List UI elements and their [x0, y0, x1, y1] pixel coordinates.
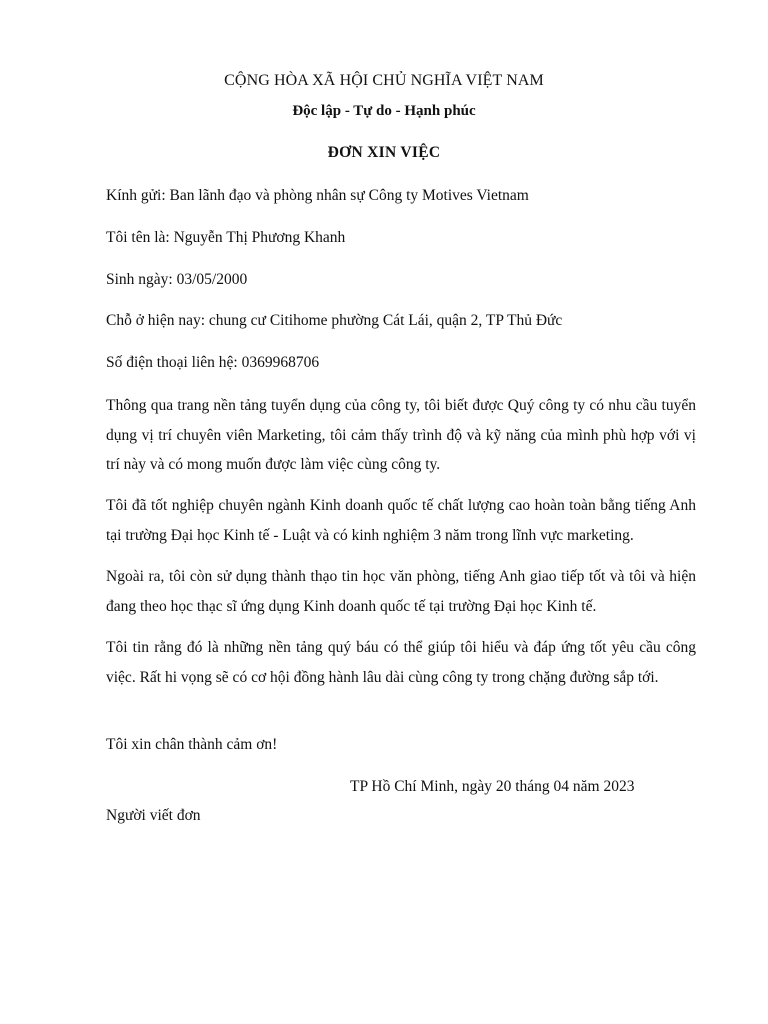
place-date-line: TP Hồ Chí Minh, ngày 20 tháng 04 năm 2023: [350, 778, 635, 795]
document-title: ĐƠN XIN VIỆC: [327, 144, 441, 161]
address-line: Chỗ ở hiện nay: chung cư Citihome phường Cát Lái, quận 2, TP Thủ Đức: [106, 312, 563, 329]
paragraph-education: Tôi đã tốt nghiệp chuyên ngành Kinh doanh quốc tế chất lượng cao hoàn toàn bằng tiếng Anh tại trường Đại học Kinh tế - Luật và có kinh nghiệm 3 năm trong lĩnh vực marketing.: [106, 497, 696, 544]
national-header: CỘNG HÒA XÃ HỘI CHỦ NGHĨA VIỆT NAM: [224, 72, 544, 89]
paragraph-skills: Ngoài ra, tôi còn sử dụng thành thạo tin học văn phòng, tiếng Anh giao tiếp tốt và tôi và hiện đang theo học thạc sĩ ứng dụng Kinh doanh quốc tế tại trường Đại học Kinh tế.: [106, 568, 696, 615]
signer-label: Người viết đơn: [106, 807, 201, 824]
national-motto: Độc lập - Tự do - Hạnh phúc: [292, 103, 476, 119]
name-line: Tôi tên là: Nguyễn Thị Phương Khanh: [106, 229, 346, 246]
birth-date-line: Sinh ngày: 03/05/2000: [106, 271, 248, 288]
recipient-line: Kính gửi: Ban lãnh đạo và phòng nhân sự Công ty Motives Vietnam: [106, 187, 529, 204]
paragraph-closing: Tôi tin rằng đó là những nền tảng quý báu có thể giúp tôi hiểu và đáp ứng tốt yêu cầu công việc. Rất hi vọng sẽ có cơ hội đồng hành lâu dài cùng công ty trong chặng đường sắp tới.: [106, 639, 696, 686]
paragraph-intro: Thông qua trang nền tảng tuyển dụng của công ty, tôi biết được Quý công ty có nhu cầu tuyển dụng vị trí chuyên viên Marketing, tôi cảm thấy trình độ và kỹ năng của mình phù hợp với vị trí này và có mong muốn được làm việc cùng công ty.: [106, 397, 696, 473]
phone-line: Số điện thoại liên hệ: 0369968706: [106, 354, 320, 371]
thanks-line: Tôi xin chân thành cảm ơn!: [106, 736, 278, 753]
